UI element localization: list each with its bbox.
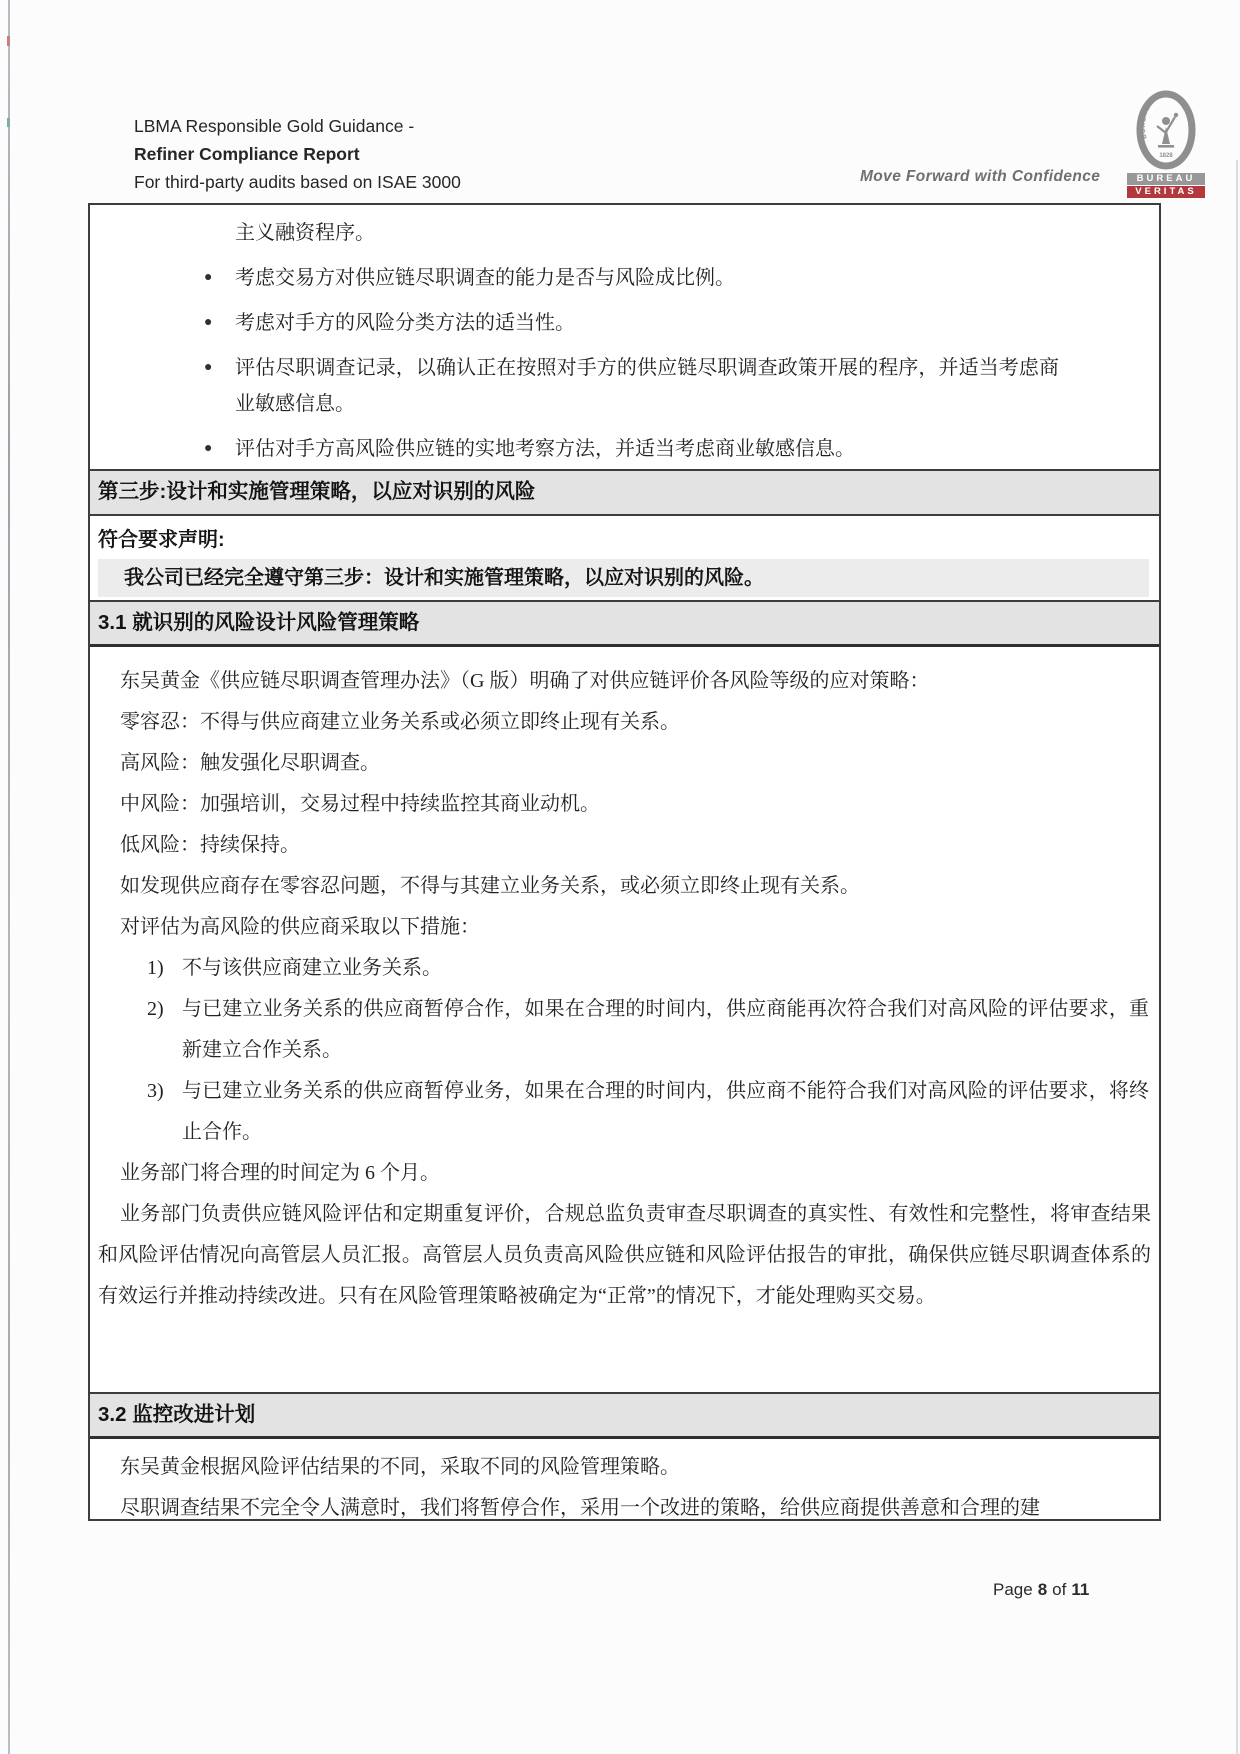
bureau-veritas-medallion-icon — [1136, 90, 1196, 170]
report-table — [88, 203, 1161, 1521]
paragraph: 高风险：触发强化尽职调查。 — [120, 752, 380, 774]
footer-prefix: Page — [993, 1580, 1033, 1599]
section-3-2-header: 3.2 监控改进计划 — [90, 1392, 1159, 1439]
paragraph: 东吴黄金根据风险评估结果的不同，采取不同的风险管理策略。 — [120, 1456, 680, 1478]
paragraph: 如发现供应商存在零容忍问题，不得与其建立业务关系，或必须立即终止现有关系。 — [120, 875, 860, 897]
numbered-item — [147, 948, 1149, 989]
paragraph: 业务部门负责供应链风险评估和定期重复评价，合规总监负责审查尽职调查的真实性、有效性和完整性，将审查结果和风险评估情况向高管层人员汇报。高管层人员负责高风险供应链和风险评估报告的审批，确保供应链尽职调查体系的有效运行并推动持续改进。只有在风险管理策略被确定为“正常”的情况下，才能处理购买交易。 — [98, 1203, 1151, 1307]
scan-edge-line-right — [1236, 160, 1238, 1754]
due-diligence-bullets-section — [90, 205, 1159, 469]
numbered-item — [147, 1071, 1149, 1153]
item-marker: 1) — [147, 957, 164, 979]
paragraph: 尽职调查结果不完全令人满意时，我们将暂停合作，采用一个改进的策略，给供应商提供善意和合理的建 — [120, 1497, 1040, 1519]
paragraph: 业务部门将合理的时间定为 6 个月。 — [120, 1162, 440, 1184]
bullet-item — [202, 260, 1059, 296]
scan-artifact-teal — [7, 118, 10, 127]
item-text: 与已建立业务关系的供应商暂停业务，如果在合理的时间内，供应商不能符合我们对高风险的评估要求，将终止合作。 — [182, 1080, 1149, 1143]
bullet-item — [202, 305, 1059, 341]
bureau-veritas-logo — [1126, 90, 1206, 198]
bullet-text: 评估尽职调查记录，以确认正在按照对手方的供应链尽职调查政策开展的程序，并适当考虑商业敏感信息。 — [235, 357, 1059, 415]
page-number-footer — [993, 1580, 1094, 1600]
logo-ring-text: BUREAU VERITAS — [1139, 91, 1184, 140]
item-text: 不与该供应商建立业务关系。 — [182, 957, 442, 979]
bullet-text: 考虑对手方的风险分类方法的适当性。 — [235, 312, 575, 334]
bullet-icon: ● — [204, 270, 213, 285]
bullet-text: 评估对手方高风险供应链的实地考察方法，并适当考虑商业敏感信息。 — [235, 438, 855, 460]
item-marker: 2) — [147, 998, 164, 1020]
compliance-statement-section — [90, 516, 1159, 600]
numbered-list — [120, 948, 1149, 1153]
bullet-icon: ● — [204, 315, 213, 330]
paragraph: 低风险：持续保持。 — [120, 834, 300, 856]
paragraph: 东吴黄金《供应链尽职调查管理办法》（G 版）明确了对供应链评价各风险等级的应对策略： — [120, 670, 930, 692]
brand-tagline: Move Forward with Confidence — [860, 168, 1101, 185]
compliance-statement-text: 我公司已经完全遵守第三步：设计和实施管理策略，以应对识别的风险。 — [98, 559, 1149, 597]
section-3-1-header: 3.1 就识别的风险设计风险管理策略 — [90, 600, 1159, 647]
footer-middle: of — [1052, 1580, 1067, 1599]
scan-edge-line — [8, 0, 10, 1754]
section-3-1-content — [90, 647, 1159, 1392]
scan-artifact-red — [7, 36, 10, 46]
paragraph: 中风险：加强培训，交易过程中持续监控其商业动机。 — [120, 793, 600, 815]
numbered-item — [147, 989, 1149, 1071]
compliance-statement-label: 符合要求声明: — [98, 529, 225, 551]
paragraph: 零容忍：不得与供应商建立业务关系或必须立即终止现有关系。 — [120, 711, 680, 733]
header-title-line3: For third-party audits based on ISAE 3000 — [134, 172, 461, 192]
bullet-icon: ● — [204, 441, 213, 456]
logo-veritas-box: VERITAS — [1127, 186, 1205, 198]
logo-bureau-box: BUREAU — [1127, 173, 1205, 186]
item-text: 与已建立业务关系的供应商暂停合作，如果在合理的时间内，供应商能再次符合我们对高风险的评估要求，重新建立合作关系。 — [182, 998, 1149, 1061]
paragraph: 对评估为高风险的供应商采取以下措施： — [120, 916, 480, 938]
bullet-text: 考虑交易方对供应链尽职调查的能力是否与风险成比例。 — [235, 267, 735, 289]
document-header — [134, 112, 694, 196]
bullet-item — [202, 350, 1059, 422]
section-step3-header: 第三步:设计和实施管理策略，以应对识别的风险 — [90, 469, 1159, 516]
continuation-line: 主义融资程序。 — [235, 222, 375, 244]
header-title-line2: Refiner Compliance Report — [134, 144, 360, 164]
bullet-item — [202, 431, 1059, 467]
section-3-2-content — [90, 1439, 1159, 1519]
bullet-icon: ● — [204, 360, 213, 375]
logo-year: 1828 — [1159, 153, 1173, 159]
item-marker: 3) — [147, 1080, 164, 1102]
header-title-line1: LBMA Responsible Gold Guidance - — [134, 116, 415, 136]
footer-page-number: 8 — [1037, 1580, 1048, 1599]
footer-total-pages: 11 — [1071, 1580, 1090, 1599]
bullet-list — [202, 260, 1059, 467]
